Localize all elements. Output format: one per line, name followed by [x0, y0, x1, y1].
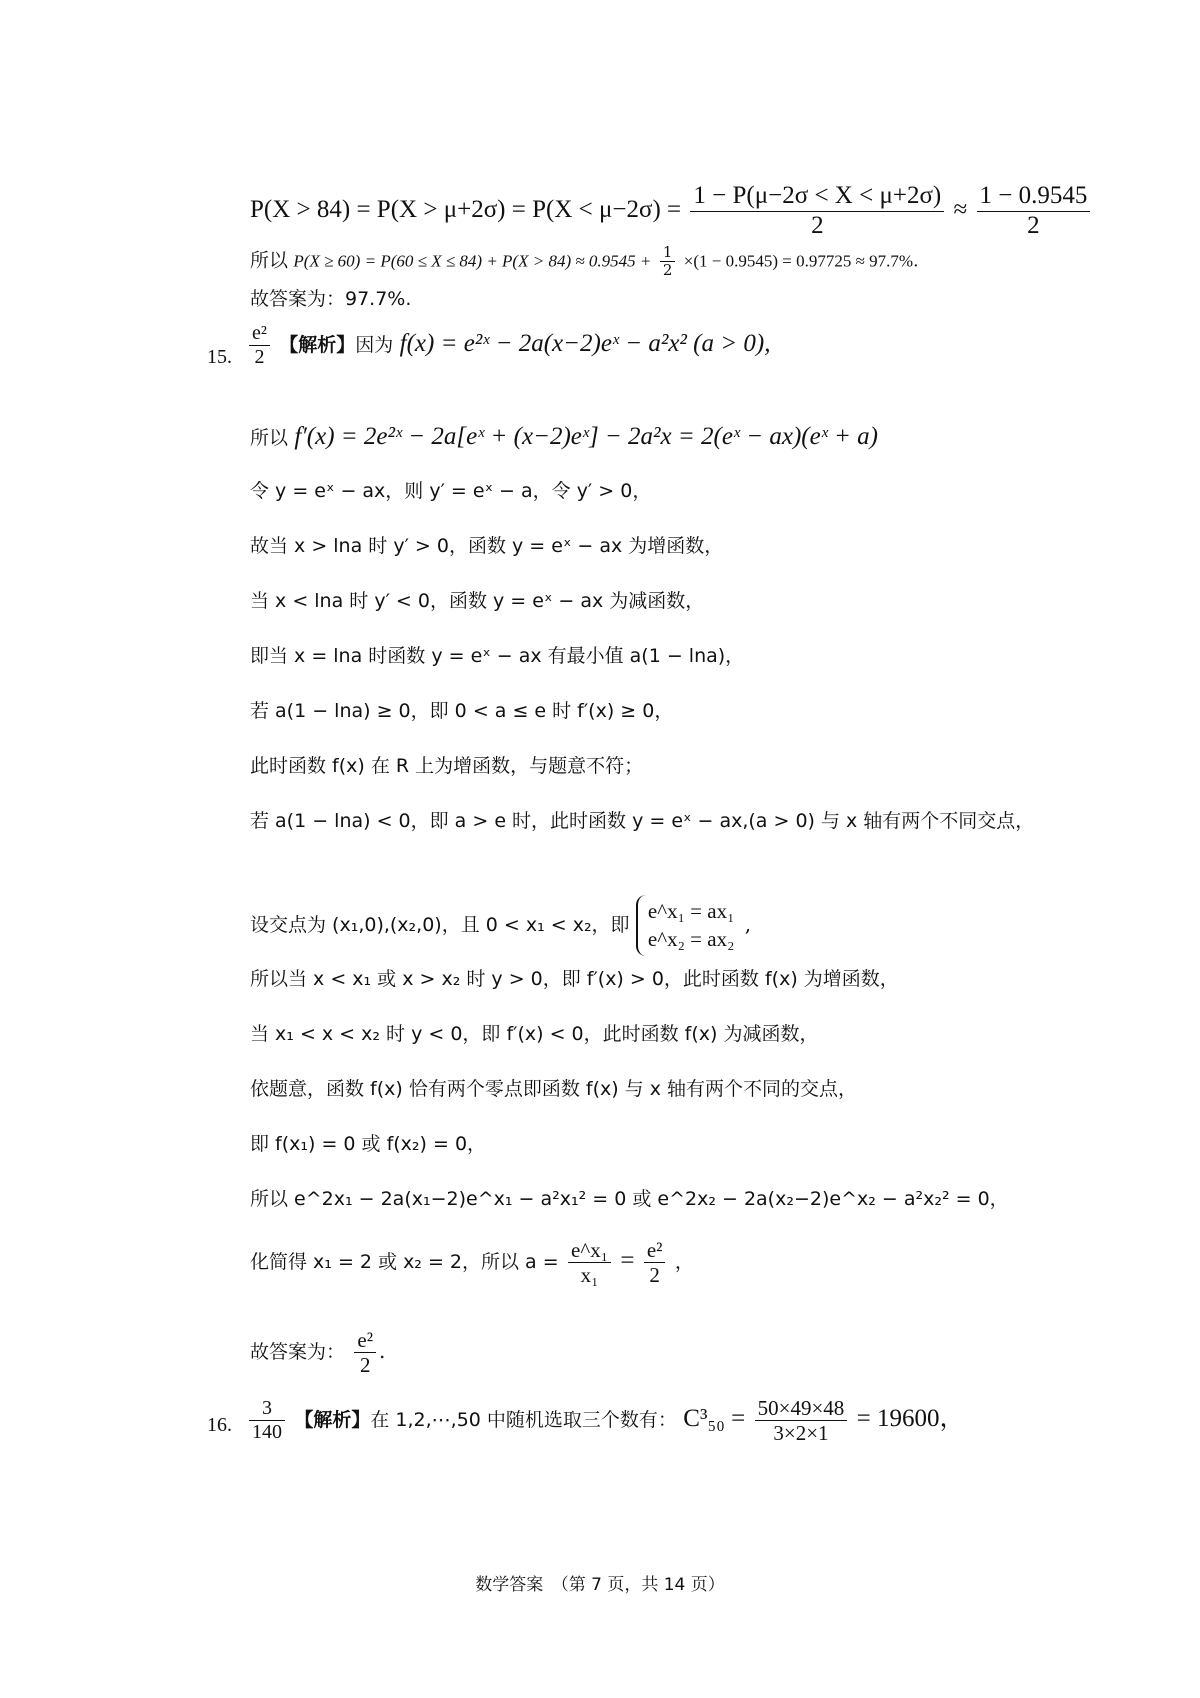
solution-line: 此时函数 f(x) 在 R 上为增函数，与题意不符；: [250, 755, 644, 777]
fraction-denominator: 2: [359, 1353, 371, 1378]
answer-line: 故答案为：97.7%.: [250, 288, 412, 310]
fraction-denominator: 140: [252, 1421, 282, 1444]
fraction: [568, 1238, 611, 1287]
fraction: [354, 1328, 376, 1377]
text: .: [379, 1339, 386, 1364]
text: ，: [674, 1251, 694, 1274]
formula: ×(1 − 0.9545) = 0.97725 ≈ 97.7%: [683, 251, 914, 271]
equation: e^x₁ = ax₁: [647, 899, 735, 923]
equation: e^x₂ = ax₂: [647, 927, 735, 952]
question-number: 16.: [207, 1414, 232, 1436]
solution-line: 当 x₁ < x < x₂ 时 y < 0，即 f′(x) < 0，此时函数 f(x) 为减函数，: [250, 1023, 819, 1045]
fraction-numerator: 1: [660, 244, 676, 262]
result: = 19600，: [856, 1405, 965, 1433]
fraction: [755, 1396, 848, 1445]
solution-line: 依题意，函数 f(x) 恰有两个零点即函数 f(x) 与 x 轴有两个不同的交点，: [250, 1078, 857, 1100]
solution-line: 令 y = eˣ − ax，则 y′ = eˣ − a，令 y′ > 0，: [250, 480, 652, 502]
fraction-numerator: 1 − 0.9545: [977, 182, 1091, 212]
page-footer: 数学答案 （第 7 页，共 14 页）: [475, 1575, 725, 1595]
text: ,: [744, 911, 752, 936]
fraction: [977, 182, 1091, 241]
fraction-numerator: 50×49×48: [755, 1396, 848, 1421]
solution-line: 故当 x > lna 时 y′ > 0，函数 y = eˣ − ax 为增函数，: [250, 535, 724, 557]
text: 所以: [250, 249, 289, 272]
analysis-tag: 【解析】: [294, 1409, 371, 1432]
fraction-denominator: 2: [811, 211, 824, 239]
text: .: [913, 251, 919, 272]
simplify-line: [250, 1238, 694, 1287]
fraction-numerator: 1 − P(μ−2σ < X < μ+2σ): [690, 182, 944, 212]
probability-sum-line: [250, 244, 919, 280]
combination: C³₅₀ =: [683, 1405, 746, 1433]
solution-line: 若 a(1 − lna) ≥ 0，即 0 < a ≤ e 时 f′(x) ≥ 0，: [250, 700, 674, 722]
solution-line: 即 f(x₁) = 0 或 f(x₂) = 0，: [250, 1133, 487, 1155]
question-number: 15.: [207, 346, 232, 368]
fraction: [690, 182, 944, 241]
approx-sign: ≈: [953, 195, 968, 223]
fraction-denominator: 2: [254, 346, 265, 368]
text: 故答案为：: [250, 1341, 346, 1364]
fraction-numerator: e^x₁: [568, 1238, 611, 1263]
fraction-numerator: 3: [249, 1397, 285, 1421]
fraction-denominator: 2: [662, 261, 673, 280]
fraction-denominator: x₁: [580, 1263, 599, 1288]
fraction-denominator: 3×2×1: [773, 1421, 829, 1446]
text: 因为: [355, 334, 394, 356]
derivative-formula: f′(x) = 2e²ˣ − 2a[eˣ + (x−2)eˣ] − 2a²x = 2(eˣ − ax)(eˣ + a): [294, 423, 878, 450]
function-formula: f(x) = e²ˣ − 2a(x−2)eˣ − a²x² (a > 0),: [399, 330, 771, 357]
solution-line: 所以 e^2x₁ − 2a(x₁−2)e^x₁ − a²x₁² = 0 或 e^2x₂ − 2a(x₂−2)e^x₂ − a²x₂² = 0，: [250, 1188, 1009, 1210]
fraction: [660, 244, 676, 280]
formula: P(X ≥ 60) = P(60 ≤ X ≤ 84) + P(X > 84) ≈ 0.9545 +: [293, 251, 652, 271]
answer-fraction: [249, 322, 270, 369]
analysis-tag: 【解析】: [279, 334, 356, 356]
solution-line: 当 x < lna 时 y′ < 0，函数 y = eˣ − ax 为减函数，: [250, 590, 705, 612]
probability-line: [250, 182, 1093, 241]
derivative-line: [250, 424, 878, 449]
q16-header: [246, 1396, 965, 1445]
text: 在 1,2,⋯,50 中随机选取三个数有：: [370, 1409, 677, 1432]
fraction-denominator: 2: [1027, 211, 1040, 239]
intersection-line: [250, 895, 751, 956]
fraction-numerator: e²: [354, 1328, 376, 1353]
fraction: [644, 1238, 666, 1287]
fraction-numerator: e²: [644, 1238, 666, 1263]
solution-line: 即当 x = lna 时函数 y = eˣ − ax 有最小值 a(1 − lna)，: [250, 645, 745, 667]
text: 化简得 x₁ = 2 或 x₂ = 2，所以 a =: [250, 1251, 559, 1274]
solution-line: 所以当 x < x₁ 或 x > x₂ 时 y > 0，即 f′(x) > 0，此时函数 f(x) 为增函数，: [250, 968, 899, 990]
final-answer-line: [250, 1328, 385, 1377]
text: 设交点为 (x₁,0),(x₂,0)，且 0 < x₁ < x₂，即: [250, 913, 630, 936]
equals-sign: =: [620, 1247, 635, 1275]
fraction-denominator: 2: [649, 1263, 660, 1288]
probability-formula: P(X > 84) = P(X > μ+2σ) = P(X < μ−2σ) =: [250, 195, 682, 223]
text: 所以: [250, 427, 289, 449]
fraction-numerator: e²: [249, 322, 270, 346]
q15-header: [246, 322, 770, 369]
solution-line: 若 a(1 − lna) < 0，即 a > e 时，此时函数 y = eˣ − ax,(a > 0) 与 x 轴有两个不同交点，: [250, 810, 1035, 832]
answer-fraction: [249, 1397, 285, 1444]
equation-system: [636, 895, 738, 956]
